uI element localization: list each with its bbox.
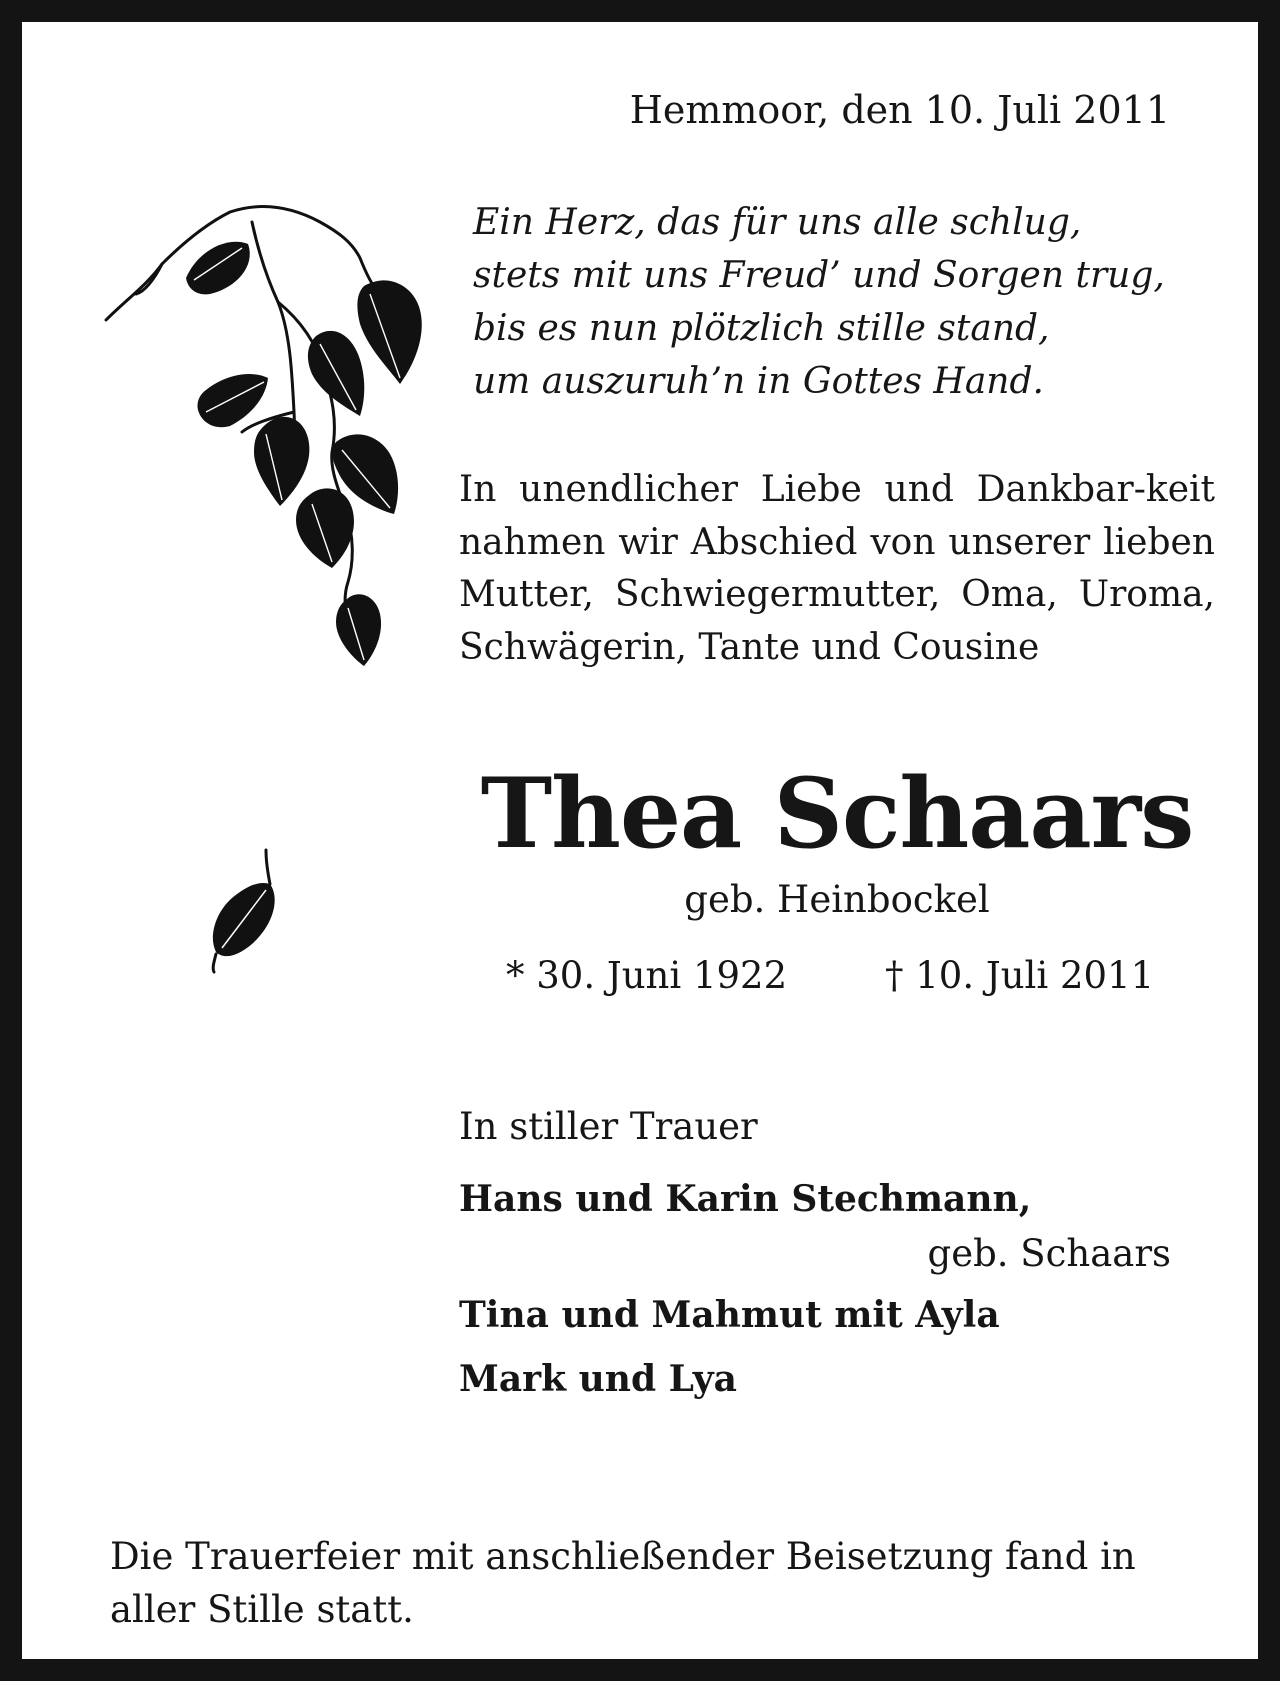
death-date: † 10. Juli 2011	[885, 954, 1155, 997]
place-date: Hemmoor, den 10. Juli 2011	[629, 88, 1170, 132]
memorial-verse	[473, 196, 1165, 408]
mourning-intro: In stiller Trauer	[459, 1105, 758, 1148]
intro-text: In unendlicher Liebe und Dankbar-keit nahmen wir Abschied von unserer lieben Mutter, Schwiegermutter, Oma, Uroma, Schwägerin, Tante und Cousine	[459, 469, 1215, 668]
mourner-family: Mark und Lya	[459, 1358, 737, 1400]
birth-date: * 30. Juni 1922	[506, 954, 788, 997]
verse-line: stets mit uns Freud’ und Sorgen trug,	[473, 255, 1165, 296]
deceased-name: Thea Schaars	[480, 757, 1194, 870]
leaf-branch-icon	[102, 202, 442, 702]
verse-line: Ein Herz, das für uns alle schlug,	[473, 202, 1082, 243]
deceased-block	[22, 757, 1280, 870]
verse-line: um auszuruh’n in Gottes Hand.	[473, 361, 1044, 402]
verse-line: bis es nun plötzlich stille stand,	[473, 308, 1050, 349]
mourner-maiden-name: geb. Schaars	[927, 1232, 1171, 1275]
funeral-notice: Die Trauerfeier mit anschließender Beisetzung fand in aller Stille statt.	[110, 1535, 1136, 1631]
mourner-family: Hans und Karin Stechmann,	[459, 1178, 1032, 1220]
falling-leaf-icon	[208, 848, 288, 978]
maiden-name: geb. Heinbockel	[684, 878, 990, 921]
mourner-family: Tina und Mahmut mit Ayla	[459, 1294, 1000, 1336]
